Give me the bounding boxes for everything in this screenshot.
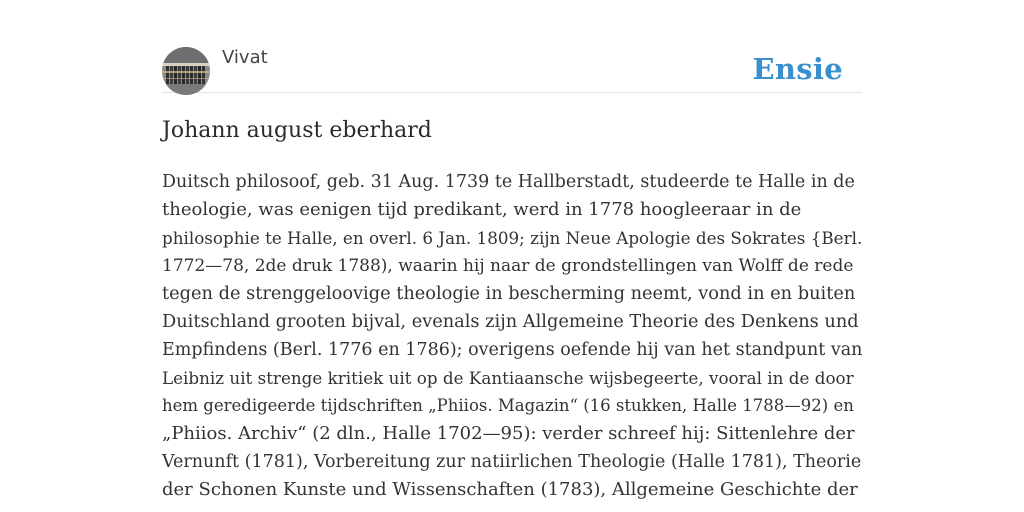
body-line: Leibniz uit strenge kritiek uit op de Kantiaansche wijsbegeerte, vooral in de door — [162, 368, 854, 388]
book-spines-icon — [162, 47, 210, 95]
article-title: Johann august eberhard — [162, 118, 432, 143]
body-line: der Schonen Kunste und Wissenschaften (1783), Allgemeine Geschichte der — [162, 479, 858, 500]
body-line: Vernunft (1781), Vorbereitung zur natiirlichen Theologie (Halle 1781), Theorie — [162, 452, 862, 472]
body-line: hem geredigeerde tijdschriften „Phiios. Magazin“ (16 stukken, Halle 1788—92) en — [162, 396, 854, 415]
body-line: tegen de strenggeloovige theologie in bescherming neemt, vond in en buiten — [162, 284, 856, 304]
body-line: philosophie te Halle, en overl. 6 Jan. 1809; zijn Neue Apologie des Sokrates {Berl. — [162, 228, 863, 248]
source-avatar[interactable] — [162, 47, 210, 95]
body-line: theologie, was eenigen tijd predikant, werd in 1778 hoogleeraar in de — [162, 199, 802, 220]
body-line: Empfindens (Berl. 1776 en 1786); overigens oefende hij van het standpunt van — [162, 340, 863, 360]
source-name[interactable]: Vivat — [222, 47, 268, 68]
article-page — [162, 0, 862, 512]
body-line: Duitsch philosoof, geb. 31 Aug. 1739 te Hallberstadt, studeerde te Halle in de — [162, 172, 855, 192]
body-line: Duitschland grooten bijval, evenals zijn Allgemeine Theorie des Denkens und — [162, 312, 859, 332]
body-line: 1772—78, 2de druk 1788), waarin hij naar de grondstellingen van Wolff de rede — [162, 256, 854, 276]
article-body — [162, 168, 862, 504]
article-header — [162, 46, 862, 93]
brand-logo[interactable]: Ensie — [752, 52, 843, 86]
body-line: „Phiios. Archiv“ (2 dln., Halle 1702—95): verder schreef hij: Sittenlehre der — [162, 423, 855, 444]
